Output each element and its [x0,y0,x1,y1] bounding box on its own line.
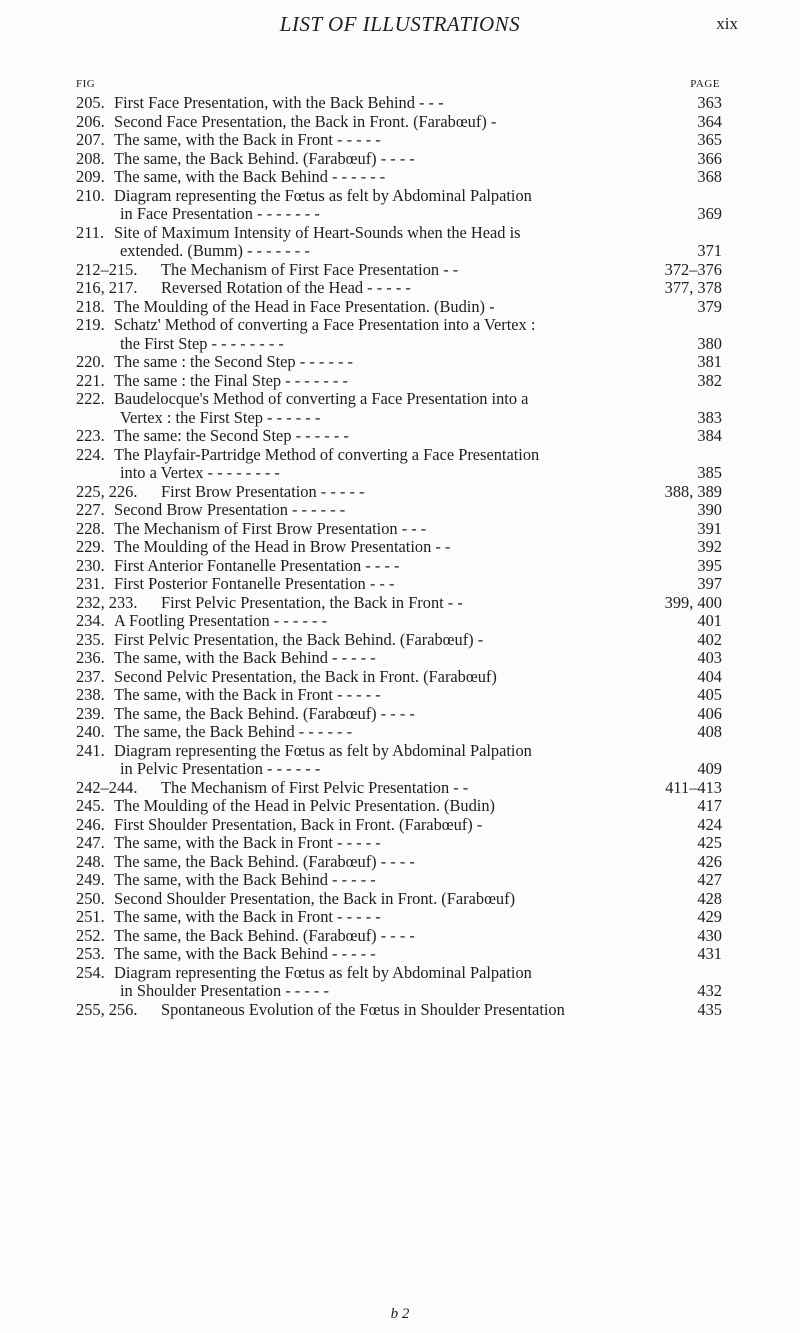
figure-title: Second Shoulder Presentation, the Back in Front. (Farabœuf) [114,888,516,908]
figure-number: 241. [76,740,105,760]
list-entry-line [76,631,722,650]
page-number: 426 [697,851,722,871]
figure-title: The Mechanism of First Face Presentation - - [161,259,459,279]
figure-number: 223. [76,426,105,445]
figure-title: Diagram representing the Fœtus as felt by Abdominal Palpation [114,740,532,760]
page-number: 408 [697,722,722,741]
page-number: 366 [697,148,722,168]
figure-title: The same, the Back Behind. (Farabœuf) - - - - [114,703,415,723]
figure-title: The Moulding of the Head in Brow Presentation - - [114,537,451,556]
list-entry-line [76,464,722,483]
list-entry-line [76,594,722,613]
page-number: 390 [697,500,722,519]
list-entry-line [76,501,722,520]
page-number: 424 [697,814,722,834]
list-entry-line [76,353,722,372]
figure-title: The same: the Second Step - - - - - - [114,426,349,445]
figure-title: Site of Maximum Intensity of Heart-Sounds when the Head is [114,222,521,242]
figure-number: 229. [76,537,105,556]
list-entry-line [76,335,722,354]
figure-title: The same, the Back Behind. (Farabœuf) - - - - [114,851,415,871]
list-entry-line [76,372,722,391]
figure-title: The same, with the Back Behind - - - - - [114,870,376,889]
list-entry-line [76,409,722,428]
figure-number: 254. [76,962,105,982]
list-entry-line [76,723,722,742]
list-entry-line [76,224,722,243]
page-number: 372–376 [664,259,722,279]
figure-title: The same, the Back Behind - - - - - - [114,722,353,741]
list-entry-line [76,205,722,224]
figure-title: The same : the Second Step - - - - - - [114,352,353,371]
figure-number: 231. [76,574,105,593]
figure-number: 227. [76,500,105,519]
page-number: 435 [697,999,722,1019]
illustration-list [76,94,722,1019]
figure-number: 242–244. [76,777,138,797]
figure-title: The Moulding of the Head in Pelvic Presentation. (Budin) [114,796,496,815]
figure-title: First Posterior Fontanelle Presentation - - - [114,574,395,593]
figure-number: 219. [76,315,105,334]
figure-number: 247. [76,833,105,852]
page-number: 395 [697,555,722,575]
list-entry-line [76,557,722,576]
figure-number: 228. [76,518,105,538]
figure-title: Baudelocque's Method of converting a Face Presentation into a [114,389,529,408]
page-number: 417 [697,796,722,815]
figure-title: The same, with the Back Behind - - - - - [114,944,376,963]
page-number: 364 [697,111,722,131]
figure-title: The same, with the Back in Front - - - - - [114,907,381,926]
list-entry-line [76,816,722,835]
signature-mark: b 2 [390,1306,410,1322]
figure-number: 210. [76,185,105,205]
page-number: 377, 378 [664,278,722,297]
list-entry-line [76,871,722,890]
figure-number: 251. [76,907,105,926]
page-number: 371 [697,241,722,260]
figure-title: Reversed Rotation of the Head - - - - - [161,278,411,297]
page-number: 427 [697,870,722,889]
figure-title: The Mechanism of First Pelvic Presentation - - [161,777,469,797]
page-number: 391 [697,518,722,538]
figure-title: in Face Presentation - - - - - - - [120,204,320,223]
page-number: 404 [697,666,722,686]
figure-title: in Shoulder Presentation - - - - - [120,981,329,1000]
figure-title: Schatz' Method of converting a Face Presentation into a Vertex : [114,315,536,334]
figure-number: 211. [76,222,105,242]
fig-column-heading: FIG [76,78,96,90]
page-number: 383 [697,407,722,427]
figure-number: 221. [76,370,105,390]
page-number: 397 [697,574,722,593]
figure-title: into a Vertex - - - - - - - - [120,463,280,482]
figure-number: 207. [76,130,105,149]
list-entry-line [76,168,722,187]
list-entry-line [76,150,722,169]
page-number: 392 [697,537,722,556]
list-entry-line [76,964,722,983]
page-number: 369 [697,204,722,223]
figure-number: 220. [76,352,105,371]
figure-number: 212–215. [76,259,138,279]
figure-title: Diagram representing the Fœtus as felt by Abdominal Palpation [114,962,532,982]
page-number: 428 [697,888,722,908]
page-number: 388, 389 [664,481,722,501]
figure-number: 225, 226. [76,481,138,501]
list-entry-line [76,742,722,761]
page-number: 379 [697,296,722,316]
list-entry-line [76,760,722,779]
figure-number: 235. [76,629,105,649]
figure-title: First Pelvic Presentation, the Back in Front - - [161,592,463,612]
figure-title: The same, with the Back Behind - - - - - - [114,167,386,186]
list-entry-line [76,298,722,317]
figure-number: 240. [76,722,105,741]
figure-title: the First Step - - - - - - - - [120,333,284,353]
figure-number: 216, 217. [76,278,138,297]
figure-title: Second Pelvic Presentation, the Back in Front. (Farabœuf) [114,666,497,686]
figure-number: 250. [76,888,105,908]
list-entry-line [76,668,722,687]
list-entry-line [76,927,722,946]
page-title: LIST OF ILLUSTRATIONS [279,12,521,36]
page-number: 431 [697,944,722,963]
figure-number: 255, 256. [76,999,138,1019]
running-head [0,12,800,42]
page-number: 403 [697,648,722,667]
figure-title: extended. (Bumm) - - - - - - - [120,241,310,260]
page-number: 380 [697,333,722,353]
page-number: 429 [697,907,722,926]
page-number: 381 [697,352,722,371]
list-entry-line [76,982,722,1001]
list-entry-line [76,279,722,298]
page-folio: xix [716,14,738,33]
figure-title: Vertex : the First Step - - - - - - [120,407,321,427]
figure-number: 239. [76,703,105,723]
figure-title: The Moulding of the Head in Face Presentation. (Budin) - [114,296,495,316]
list-entry-line [76,908,722,927]
figure-number: 253. [76,944,105,963]
figure-number: 246. [76,814,105,834]
list-entry-line [76,390,722,409]
figure-number: 252. [76,925,105,945]
figure-number: 206. [76,111,105,131]
list-entry-line [76,113,722,132]
page-number: 430 [697,925,722,945]
list-entry-line [76,797,722,816]
figure-number: 234. [76,611,105,630]
figure-title: First Face Presentation, with the Back Behind - - - [114,93,444,112]
page-number: 409 [697,759,722,778]
page-column-heading: PAGE [690,78,720,90]
figure-title: First Anterior Fontanelle Presentation - - - - [114,555,400,575]
figure-number: 208. [76,148,105,168]
page-number: 384 [697,426,722,445]
figure-title: The same, the Back Behind. (Farabœuf) - - - - [114,148,415,168]
page-number: 432 [697,981,722,1000]
list-entry-line [76,446,722,465]
figure-title: The same, the Back Behind. (Farabœuf) - - - - [114,925,415,945]
list-entry-line [76,538,722,557]
figure-number: 218. [76,296,105,316]
page-number: 402 [697,629,722,649]
list-entry-line [76,575,722,594]
figure-number: 232, 233. [76,592,138,612]
figure-title: First Brow Presentation - - - - - [161,481,365,501]
page-number: 382 [697,370,722,390]
figure-title: The same, with the Back Behind - - - - - [114,648,376,667]
figure-title: The Playfair-Partridge Method of converting a Face Presentation [114,444,540,464]
page-number: 365 [697,130,722,149]
figure-number: 249. [76,870,105,889]
figure-title: Spontaneous Evolution of the Fœtus in Shoulder Presentation [161,999,565,1019]
figure-title: The same, with the Back in Front - - - - - [114,833,381,852]
list-entry-line [76,686,722,705]
figure-title: Diagram representing the Fœtus as felt by Abdominal Palpation [114,185,532,205]
figure-title: Second Face Presentation, the Back in Front. (Farabœuf) - [114,111,497,131]
list-entry-line [76,649,722,668]
list-entry-line [76,261,722,280]
figure-number: 209. [76,167,105,186]
figure-number: 230. [76,555,105,575]
page-number: 411–413 [665,777,722,797]
figure-number: 248. [76,851,105,871]
list-entry-line [76,483,722,502]
page-number: 363 [697,93,722,112]
figure-number: 222. [76,389,105,408]
page-number: 406 [697,703,722,723]
page-number: 368 [697,167,722,186]
figure-title: A Footling Presentation - - - - - - [114,611,328,630]
figure-number: 224. [76,444,105,464]
list-entry-line [76,945,722,964]
figure-title: The Mechanism of First Brow Presentation - - - [114,518,427,538]
figure-number: 238. [76,685,105,704]
list-entry-line [76,131,722,150]
figure-title: in Pelvic Presentation - - - - - - [120,759,321,778]
list-entry-line [76,705,722,724]
list-entry-line [76,316,722,335]
list-entry-line [76,834,722,853]
page-number: 401 [697,611,722,630]
page-number: 405 [697,685,722,704]
figure-title: The same, with the Back in Front - - - - - [114,130,381,149]
list-entry-line [76,853,722,872]
list-entry-line [76,94,722,113]
figure-number: 236. [76,648,105,667]
figure-title: First Shoulder Presentation, Back in Front. (Farabœuf) - [114,814,483,834]
figure-number: 245. [76,796,105,815]
list-entry-line [76,612,722,631]
column-headings [76,78,720,92]
list-entry-line [76,242,722,261]
page-number: 425 [697,833,722,852]
list-entry-line [76,779,722,798]
list-entry-line [76,520,722,539]
page-number: 385 [697,463,722,482]
figure-number: 205. [76,93,105,112]
figure-title: First Pelvic Presentation, the Back Behind. (Farabœuf) - [114,629,484,649]
list-entry-line [76,890,722,909]
page-number: 399, 400 [664,592,722,612]
list-entry-line [76,427,722,446]
list-entry-line [76,187,722,206]
figure-number: 237. [76,666,105,686]
figure-title: The same, with the Back in Front - - - - - [114,685,381,704]
figure-title: The same : the Final Step - - - - - - - [114,370,348,390]
list-entry-line [76,1001,722,1020]
figure-title: Second Brow Presentation - - - - - - [114,500,346,519]
